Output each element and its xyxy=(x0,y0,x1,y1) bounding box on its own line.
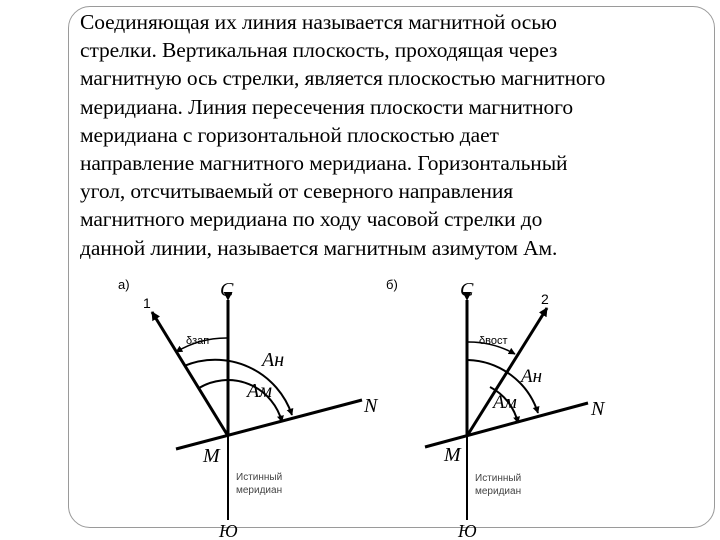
meridian-caption-a-2: меридиан xyxy=(236,485,283,496)
diagram-b xyxy=(386,277,606,540)
needle-number-b: 2 xyxy=(541,291,549,307)
north-label-a: С xyxy=(220,279,234,301)
point-n-label-b: N xyxy=(591,398,605,420)
declination-label-a: δзап xyxy=(186,335,210,347)
text-line: направление магнитного меридиана. Горизонтальный xyxy=(80,151,568,176)
point-m-label-a: M xyxy=(203,445,220,467)
point-n-label-a: N xyxy=(364,395,378,417)
magnetic-needle-a xyxy=(152,312,228,436)
meridian-caption-b-1: Истинный xyxy=(475,473,522,484)
text-line: угол, отсчитываемый от северного направления xyxy=(80,179,514,204)
azimuth-magnetic-label-a: Aм xyxy=(247,380,272,402)
text-line: Соединяющая их линия называется магнитной осью xyxy=(80,10,557,34)
south-label-a: Ю xyxy=(219,521,238,540)
azimuth-magnetic-label-b: Aм xyxy=(493,392,517,413)
azimuth-true-label-b: Aн xyxy=(521,366,543,387)
azimuth-true-label-a: Aн xyxy=(262,349,285,371)
text-line: меридиана. Линия пересечения плоскости магнитного xyxy=(80,94,574,119)
text-line: меридиана с горизонтальной плоскостью дает xyxy=(80,122,499,147)
point-m-label-b: M xyxy=(444,444,461,466)
panel-label-b: б) xyxy=(386,277,398,292)
text-line: магнитную ось стрелки, является плоскостью магнитного xyxy=(80,66,606,91)
declination-label-b: δвост xyxy=(479,335,508,347)
meridian-caption-a-1: Истинный xyxy=(236,472,283,483)
text-line: данной линии, называется магнитным азимутом Ам. xyxy=(80,235,558,260)
needle-number-a: 1 xyxy=(143,295,151,311)
diagram-a xyxy=(118,277,379,540)
panel-label-a: а) xyxy=(118,277,130,292)
line-mn-a xyxy=(176,400,362,449)
meridian-caption-b-2: меридиан xyxy=(475,486,522,497)
text-line: стрелки. Вертикальная плоскость, проходящая через xyxy=(80,38,558,63)
text-line: магнитного меридиана по ходу часовой стрелки до xyxy=(80,207,543,232)
north-label-b: С xyxy=(460,279,474,301)
south-label-b: Ю xyxy=(458,521,477,540)
